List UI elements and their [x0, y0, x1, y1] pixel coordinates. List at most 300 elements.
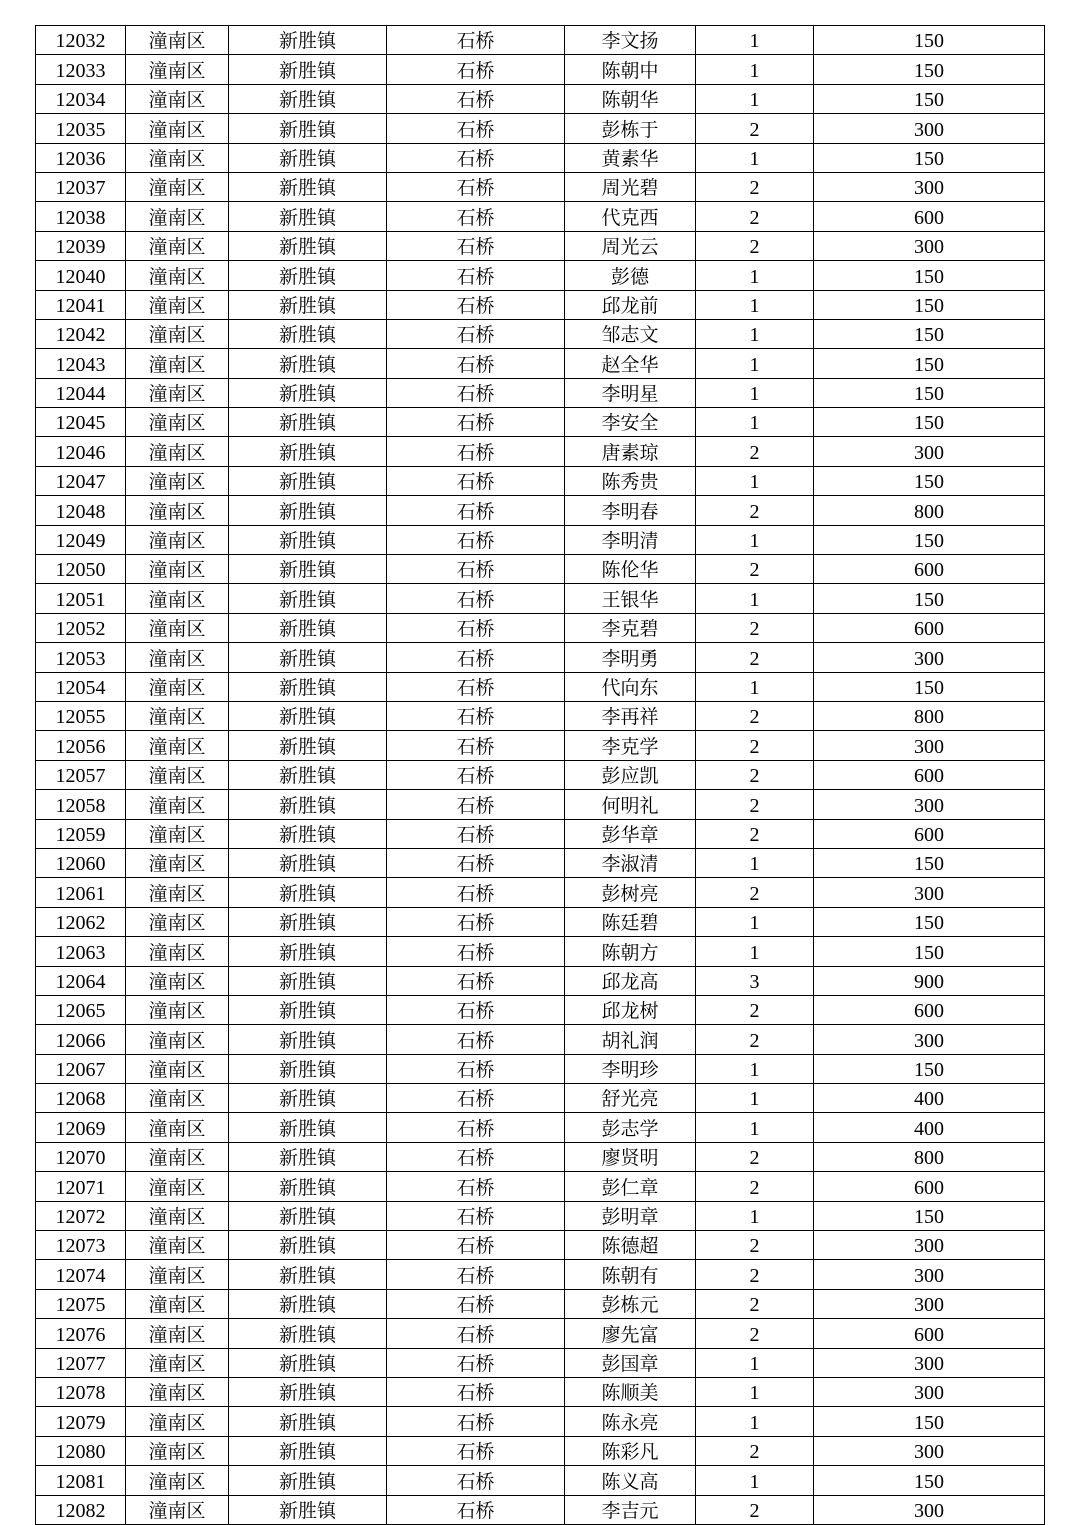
- count-cell: 1: [696, 1201, 814, 1230]
- district-cell: 潼南区: [126, 1172, 229, 1201]
- amount-cell: 300: [814, 114, 1045, 143]
- town-cell: 新胜镇: [229, 290, 387, 319]
- count-cell: 1: [696, 84, 814, 113]
- district-cell: 潼南区: [126, 114, 229, 143]
- town-cell: 新胜镇: [229, 1054, 387, 1083]
- village-cell: 石桥: [387, 1142, 565, 1171]
- count-cell: 1: [696, 261, 814, 290]
- count-cell: 2: [696, 701, 814, 730]
- district-cell: 潼南区: [126, 1084, 229, 1113]
- row-id-cell: 12052: [36, 613, 126, 642]
- count-cell: 1: [696, 1348, 814, 1377]
- district-cell: 潼南区: [126, 496, 229, 525]
- name-cell: 黄素华: [565, 143, 696, 172]
- amount-cell: 300: [814, 1348, 1045, 1377]
- district-cell: 潼南区: [126, 907, 229, 936]
- table-row: [36, 55, 1045, 84]
- district-cell: 潼南区: [126, 731, 229, 760]
- district-cell: 潼南区: [126, 1231, 229, 1260]
- district-cell: 潼南区: [126, 1025, 229, 1054]
- row-id-cell: 12056: [36, 731, 126, 760]
- village-cell: 石桥: [387, 819, 565, 848]
- town-cell: 新胜镇: [229, 319, 387, 348]
- count-cell: 2: [696, 1289, 814, 1318]
- village-cell: 石桥: [387, 1084, 565, 1113]
- row-id-cell: 12051: [36, 584, 126, 613]
- count-cell: 2: [696, 231, 814, 260]
- row-id-cell: 12042: [36, 319, 126, 348]
- name-cell: 彭栋元: [565, 1289, 696, 1318]
- count-cell: 2: [696, 202, 814, 231]
- town-cell: 新胜镇: [229, 408, 387, 437]
- count-cell: 2: [696, 760, 814, 789]
- town-cell: 新胜镇: [229, 819, 387, 848]
- amount-cell: 150: [814, 261, 1045, 290]
- table-row: [36, 819, 1045, 848]
- count-cell: 1: [696, 349, 814, 378]
- district-cell: 潼南区: [126, 172, 229, 201]
- name-cell: 彭国章: [565, 1348, 696, 1377]
- row-id-cell: 12080: [36, 1436, 126, 1465]
- name-cell: 李再祥: [565, 701, 696, 730]
- town-cell: 新胜镇: [229, 496, 387, 525]
- table-row: [36, 202, 1045, 231]
- table-row: [36, 319, 1045, 348]
- row-id-cell: 12082: [36, 1495, 126, 1524]
- town-cell: 新胜镇: [229, 231, 387, 260]
- town-cell: 新胜镇: [229, 1436, 387, 1465]
- table-row: [36, 584, 1045, 613]
- town-cell: 新胜镇: [229, 1231, 387, 1260]
- row-id-cell: 12048: [36, 496, 126, 525]
- row-id-cell: 12034: [36, 84, 126, 113]
- amount-cell: 150: [814, 290, 1045, 319]
- village-cell: 石桥: [387, 1495, 565, 1524]
- town-cell: 新胜镇: [229, 202, 387, 231]
- village-cell: 石桥: [387, 378, 565, 407]
- district-cell: 潼南区: [126, 819, 229, 848]
- name-cell: 廖先富: [565, 1319, 696, 1348]
- count-cell: 2: [696, 1025, 814, 1054]
- name-cell: 李明星: [565, 378, 696, 407]
- town-cell: 新胜镇: [229, 937, 387, 966]
- name-cell: 李吉元: [565, 1495, 696, 1524]
- town-cell: 新胜镇: [229, 349, 387, 378]
- village-cell: 石桥: [387, 408, 565, 437]
- table-row: [36, 555, 1045, 584]
- village-cell: 石桥: [387, 848, 565, 877]
- count-cell: 2: [696, 819, 814, 848]
- table-row: [36, 349, 1045, 378]
- table-row: [36, 731, 1045, 760]
- count-cell: 1: [696, 937, 814, 966]
- count-cell: 1: [696, 466, 814, 495]
- count-cell: 1: [696, 55, 814, 84]
- name-cell: 彭志学: [565, 1113, 696, 1142]
- amount-cell: 300: [814, 1025, 1045, 1054]
- count-cell: 2: [696, 790, 814, 819]
- row-id-cell: 12076: [36, 1319, 126, 1348]
- count-cell: 2: [696, 114, 814, 143]
- count-cell: 2: [696, 1495, 814, 1524]
- town-cell: 新胜镇: [229, 1260, 387, 1289]
- town-cell: 新胜镇: [229, 261, 387, 290]
- row-id-cell: 12032: [36, 26, 126, 55]
- district-cell: 潼南区: [126, 1260, 229, 1289]
- count-cell: 2: [696, 555, 814, 584]
- count-cell: 2: [696, 995, 814, 1024]
- district-cell: 潼南区: [126, 55, 229, 84]
- village-cell: 石桥: [387, 231, 565, 260]
- amount-cell: 800: [814, 1142, 1045, 1171]
- amount-cell: 150: [814, 907, 1045, 936]
- town-cell: 新胜镇: [229, 790, 387, 819]
- table-row: [36, 760, 1045, 789]
- amount-cell: 300: [814, 1436, 1045, 1465]
- town-cell: 新胜镇: [229, 701, 387, 730]
- row-id-cell: 12069: [36, 1113, 126, 1142]
- name-cell: 代向东: [565, 672, 696, 701]
- table-row: [36, 496, 1045, 525]
- name-cell: 彭华章: [565, 819, 696, 848]
- town-cell: 新胜镇: [229, 1319, 387, 1348]
- name-cell: 陈朝方: [565, 937, 696, 966]
- district-cell: 潼南区: [126, 1377, 229, 1406]
- name-cell: 舒光亮: [565, 1084, 696, 1113]
- name-cell: 陈顺美: [565, 1377, 696, 1406]
- amount-cell: 150: [814, 378, 1045, 407]
- data-table: [35, 25, 1045, 1525]
- village-cell: 石桥: [387, 114, 565, 143]
- village-cell: 石桥: [387, 995, 565, 1024]
- row-id-cell: 12046: [36, 437, 126, 466]
- row-id-cell: 12057: [36, 760, 126, 789]
- amount-cell: 600: [814, 760, 1045, 789]
- amount-cell: 300: [814, 231, 1045, 260]
- table-row: [36, 1025, 1045, 1054]
- village-cell: 石桥: [387, 1113, 565, 1142]
- count-cell: 2: [696, 643, 814, 672]
- row-id-cell: 12040: [36, 261, 126, 290]
- village-cell: 石桥: [387, 26, 565, 55]
- table-row: [36, 1348, 1045, 1377]
- table-row: [36, 995, 1045, 1024]
- amount-cell: 800: [814, 701, 1045, 730]
- count-cell: 2: [696, 1142, 814, 1171]
- district-cell: 潼南区: [126, 584, 229, 613]
- name-cell: 邱龙前: [565, 290, 696, 319]
- name-cell: 陈朝华: [565, 84, 696, 113]
- amount-cell: 150: [814, 584, 1045, 613]
- count-cell: 2: [696, 731, 814, 760]
- name-cell: 李明珍: [565, 1054, 696, 1083]
- amount-cell: 150: [814, 55, 1045, 84]
- table-body: [36, 26, 1045, 1525]
- amount-cell: 400: [814, 1113, 1045, 1142]
- village-cell: 石桥: [387, 1260, 565, 1289]
- district-cell: 潼南区: [126, 1201, 229, 1230]
- row-id-cell: 12071: [36, 1172, 126, 1201]
- town-cell: 新胜镇: [229, 378, 387, 407]
- name-cell: 李淑清: [565, 848, 696, 877]
- name-cell: 胡礼润: [565, 1025, 696, 1054]
- table-row: [36, 84, 1045, 113]
- table-row: [36, 1289, 1045, 1318]
- table-row: [36, 1495, 1045, 1524]
- village-cell: 石桥: [387, 466, 565, 495]
- count-cell: 1: [696, 1466, 814, 1495]
- amount-cell: 300: [814, 878, 1045, 907]
- count-cell: 2: [696, 878, 814, 907]
- village-cell: 石桥: [387, 643, 565, 672]
- table-row: [36, 1407, 1045, 1436]
- district-cell: 潼南区: [126, 1113, 229, 1142]
- district-cell: 潼南区: [126, 1289, 229, 1318]
- row-id-cell: 12068: [36, 1084, 126, 1113]
- district-cell: 潼南区: [126, 319, 229, 348]
- count-cell: 1: [696, 525, 814, 554]
- count-cell: 1: [696, 1084, 814, 1113]
- count-cell: 2: [696, 496, 814, 525]
- amount-cell: 150: [814, 672, 1045, 701]
- row-id-cell: 12077: [36, 1348, 126, 1377]
- district-cell: 潼南区: [126, 937, 229, 966]
- row-id-cell: 12045: [36, 408, 126, 437]
- village-cell: 石桥: [387, 319, 565, 348]
- village-cell: 石桥: [387, 1289, 565, 1318]
- amount-cell: 600: [814, 555, 1045, 584]
- amount-cell: 150: [814, 319, 1045, 348]
- count-cell: 1: [696, 1377, 814, 1406]
- row-id-cell: 12035: [36, 114, 126, 143]
- amount-cell: 150: [814, 349, 1045, 378]
- district-cell: 潼南区: [126, 701, 229, 730]
- table-row: [36, 1466, 1045, 1495]
- village-cell: 石桥: [387, 760, 565, 789]
- district-cell: 潼南区: [126, 290, 229, 319]
- row-id-cell: 12049: [36, 525, 126, 554]
- district-cell: 潼南区: [126, 26, 229, 55]
- amount-cell: 600: [814, 1172, 1045, 1201]
- name-cell: 李明清: [565, 525, 696, 554]
- village-cell: 石桥: [387, 937, 565, 966]
- row-id-cell: 12058: [36, 790, 126, 819]
- row-id-cell: 12043: [36, 349, 126, 378]
- village-cell: 石桥: [387, 555, 565, 584]
- town-cell: 新胜镇: [229, 1495, 387, 1524]
- town-cell: 新胜镇: [229, 84, 387, 113]
- row-id-cell: 12053: [36, 643, 126, 672]
- village-cell: 石桥: [387, 907, 565, 936]
- count-cell: 2: [696, 437, 814, 466]
- count-cell: 1: [696, 408, 814, 437]
- row-id-cell: 12054: [36, 672, 126, 701]
- name-cell: 陈义高: [565, 1466, 696, 1495]
- name-cell: 彭应凯: [565, 760, 696, 789]
- count-cell: 2: [696, 1319, 814, 1348]
- amount-cell: 150: [814, 143, 1045, 172]
- count-cell: 2: [696, 1436, 814, 1465]
- amount-cell: 300: [814, 643, 1045, 672]
- name-cell: 彭德: [565, 261, 696, 290]
- amount-cell: 300: [814, 1289, 1045, 1318]
- table-row: [36, 878, 1045, 907]
- table-row: [36, 848, 1045, 877]
- name-cell: 陈朝有: [565, 1260, 696, 1289]
- district-cell: 潼南区: [126, 349, 229, 378]
- table-row: [36, 613, 1045, 642]
- table-row: [36, 114, 1045, 143]
- row-id-cell: 12044: [36, 378, 126, 407]
- table-row: [36, 1377, 1045, 1406]
- district-cell: 潼南区: [126, 84, 229, 113]
- name-cell: 周光碧: [565, 172, 696, 201]
- amount-cell: 600: [814, 995, 1045, 1024]
- village-cell: 石桥: [387, 84, 565, 113]
- town-cell: 新胜镇: [229, 143, 387, 172]
- row-id-cell: 12073: [36, 1231, 126, 1260]
- name-cell: 廖贤明: [565, 1142, 696, 1171]
- town-cell: 新胜镇: [229, 907, 387, 936]
- table-row: [36, 907, 1045, 936]
- amount-cell: 150: [814, 1054, 1045, 1083]
- village-cell: 石桥: [387, 701, 565, 730]
- table-row: [36, 643, 1045, 672]
- amount-cell: 300: [814, 1377, 1045, 1406]
- amount-cell: 400: [814, 1084, 1045, 1113]
- count-cell: 1: [696, 1113, 814, 1142]
- amount-cell: 150: [814, 1407, 1045, 1436]
- town-cell: 新胜镇: [229, 731, 387, 760]
- table-row: [36, 1319, 1045, 1348]
- village-cell: 石桥: [387, 1377, 565, 1406]
- table-row: [36, 290, 1045, 319]
- village-cell: 石桥: [387, 290, 565, 319]
- row-id-cell: 12037: [36, 172, 126, 201]
- name-cell: 李克碧: [565, 613, 696, 642]
- village-cell: 石桥: [387, 1466, 565, 1495]
- count-cell: 2: [696, 172, 814, 201]
- town-cell: 新胜镇: [229, 966, 387, 995]
- count-cell: 1: [696, 672, 814, 701]
- count-cell: 1: [696, 143, 814, 172]
- town-cell: 新胜镇: [229, 1142, 387, 1171]
- district-cell: 潼南区: [126, 790, 229, 819]
- village-cell: 石桥: [387, 437, 565, 466]
- count-cell: 1: [696, 319, 814, 348]
- village-cell: 石桥: [387, 1348, 565, 1377]
- town-cell: 新胜镇: [229, 1025, 387, 1054]
- name-cell: 王银华: [565, 584, 696, 613]
- district-cell: 潼南区: [126, 672, 229, 701]
- village-cell: 石桥: [387, 584, 565, 613]
- name-cell: 陈永亮: [565, 1407, 696, 1436]
- count-cell: 3: [696, 966, 814, 995]
- name-cell: 陈德超: [565, 1231, 696, 1260]
- count-cell: 2: [696, 1231, 814, 1260]
- name-cell: 陈朝中: [565, 55, 696, 84]
- amount-cell: 300: [814, 172, 1045, 201]
- name-cell: 彭栋于: [565, 114, 696, 143]
- amount-cell: 150: [814, 26, 1045, 55]
- name-cell: 李安全: [565, 408, 696, 437]
- amount-cell: 150: [814, 848, 1045, 877]
- village-cell: 石桥: [387, 672, 565, 701]
- count-cell: 1: [696, 848, 814, 877]
- amount-cell: 150: [814, 84, 1045, 113]
- row-id-cell: 12063: [36, 937, 126, 966]
- row-id-cell: 12047: [36, 466, 126, 495]
- village-cell: 石桥: [387, 261, 565, 290]
- town-cell: 新胜镇: [229, 1407, 387, 1436]
- name-cell: 周光云: [565, 231, 696, 260]
- table-row: [36, 378, 1045, 407]
- count-cell: 1: [696, 907, 814, 936]
- village-cell: 石桥: [387, 1436, 565, 1465]
- town-cell: 新胜镇: [229, 760, 387, 789]
- town-cell: 新胜镇: [229, 1201, 387, 1230]
- row-id-cell: 12079: [36, 1407, 126, 1436]
- table-row: [36, 261, 1045, 290]
- village-cell: 石桥: [387, 790, 565, 819]
- count-cell: 2: [696, 1172, 814, 1201]
- district-cell: 潼南区: [126, 466, 229, 495]
- village-cell: 石桥: [387, 731, 565, 760]
- town-cell: 新胜镇: [229, 1466, 387, 1495]
- village-cell: 石桥: [387, 525, 565, 554]
- town-cell: 新胜镇: [229, 1172, 387, 1201]
- town-cell: 新胜镇: [229, 26, 387, 55]
- count-cell: 1: [696, 1407, 814, 1436]
- town-cell: 新胜镇: [229, 55, 387, 84]
- district-cell: 潼南区: [126, 202, 229, 231]
- town-cell: 新胜镇: [229, 643, 387, 672]
- count-cell: 2: [696, 1260, 814, 1289]
- name-cell: 彭仁章: [565, 1172, 696, 1201]
- amount-cell: 300: [814, 1260, 1045, 1289]
- district-cell: 潼南区: [126, 613, 229, 642]
- village-cell: 石桥: [387, 202, 565, 231]
- row-id-cell: 12050: [36, 555, 126, 584]
- count-cell: 2: [696, 613, 814, 642]
- town-cell: 新胜镇: [229, 1289, 387, 1318]
- amount-cell: 150: [814, 937, 1045, 966]
- town-cell: 新胜镇: [229, 1348, 387, 1377]
- table-row: [36, 1436, 1045, 1465]
- district-cell: 潼南区: [126, 231, 229, 260]
- table-row: [36, 231, 1045, 260]
- row-id-cell: 12062: [36, 907, 126, 936]
- amount-cell: 600: [814, 1319, 1045, 1348]
- amount-cell: 300: [814, 731, 1045, 760]
- table-row: [36, 701, 1045, 730]
- district-cell: 潼南区: [126, 525, 229, 554]
- district-cell: 潼南区: [126, 1407, 229, 1436]
- name-cell: 彭树亮: [565, 878, 696, 907]
- row-id-cell: 12074: [36, 1260, 126, 1289]
- amount-cell: 150: [814, 525, 1045, 554]
- town-cell: 新胜镇: [229, 525, 387, 554]
- village-cell: 石桥: [387, 966, 565, 995]
- table-row: [36, 1084, 1045, 1113]
- amount-cell: 800: [814, 496, 1045, 525]
- district-cell: 潼南区: [126, 1436, 229, 1465]
- table-row: [36, 466, 1045, 495]
- amount-cell: 150: [814, 466, 1045, 495]
- row-id-cell: 12039: [36, 231, 126, 260]
- district-cell: 潼南区: [126, 966, 229, 995]
- row-id-cell: 12059: [36, 819, 126, 848]
